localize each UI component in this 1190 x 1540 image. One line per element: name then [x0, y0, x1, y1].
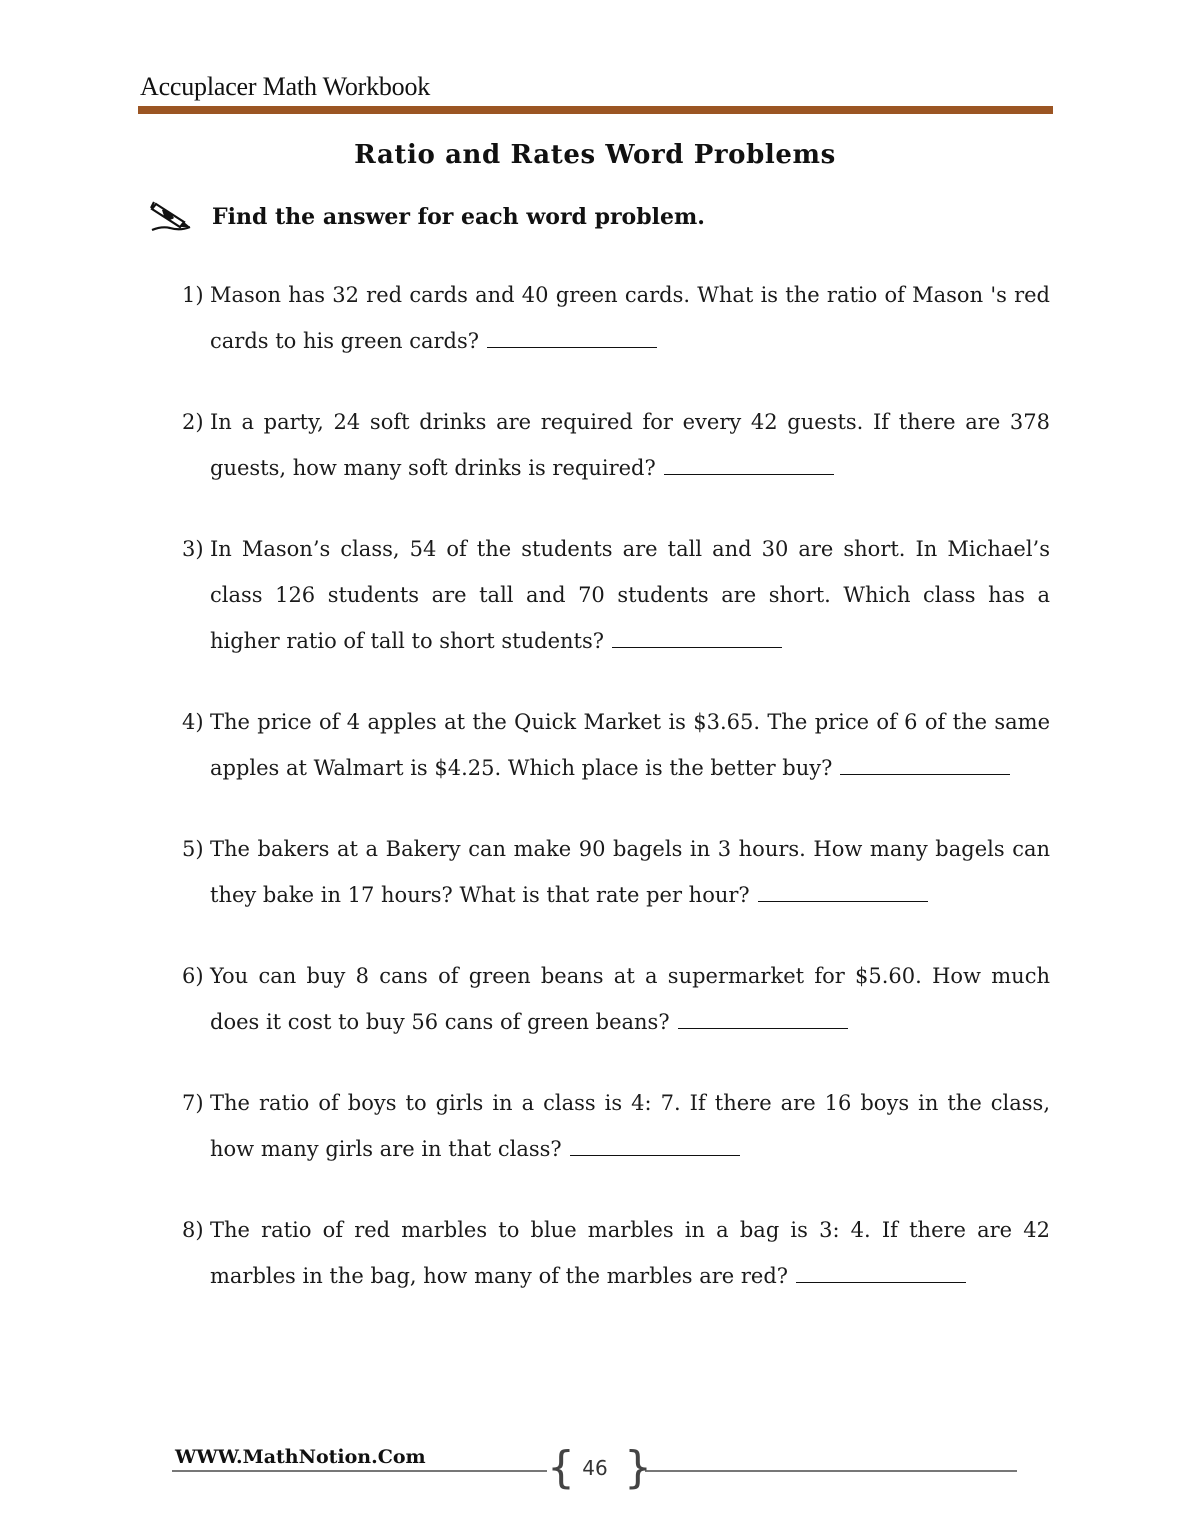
- problem-text: The price of 4 apples at the Quick Market is $3.65. The price of 6 of the same apples at Walmart is $4.25. Which place is the better buy?: [210, 710, 1050, 780]
- problem-number: 7): [182, 1091, 204, 1115]
- problem-item: [182, 826, 1050, 918]
- problem-item: [182, 1207, 1050, 1299]
- answer-blank[interactable]: [612, 631, 782, 648]
- problem-text: You can buy 8 cans of green beans at a supermarket for $5.60. How much does it cost to buy 56 cans of green beans?: [210, 964, 1050, 1034]
- problem-number: 4): [182, 710, 204, 734]
- answer-blank[interactable]: [570, 1139, 740, 1156]
- problem-number: 3): [182, 537, 204, 561]
- answer-blank[interactable]: [840, 758, 1010, 775]
- problem-item: [182, 953, 1050, 1045]
- answer-blank[interactable]: [758, 885, 928, 902]
- problem-number: 5): [182, 837, 204, 861]
- problem-number: 1): [182, 283, 204, 307]
- pencil-writing-icon: [148, 200, 194, 234]
- problem-text: The ratio of boys to girls in a class is 4: 7. If there are 16 boys in the class, how many girls are in that class?: [210, 1091, 1050, 1161]
- header-divider: [138, 106, 1053, 114]
- instruction-text: Find the answer for each word problem.: [212, 204, 705, 230]
- problem-item: [182, 399, 1050, 491]
- problem-number: 6): [182, 964, 204, 988]
- instruction: [148, 200, 705, 234]
- problem-text: In a party, 24 soft drinks are required for every 42 guests. If there are 378 guests, how many soft drinks is required?: [210, 410, 1050, 480]
- workbook-title: Accuplacer Math Workbook: [140, 72, 431, 101]
- page-title: Ratio and Rates Word Problems: [354, 140, 836, 170]
- problem-number: 2): [182, 410, 204, 434]
- problem-text: The bakers at a Bakery can make 90 bagels in 3 hours. How many bagels can they bake in 17 hours? What is that rate per hour?: [210, 837, 1050, 907]
- problem-number: 8): [182, 1218, 204, 1242]
- footer-divider-right: [645, 1470, 1017, 1472]
- problem-text: Mason has 32 red cards and 40 green cards. What is the ratio of Mason 's red cards to his green cards?: [210, 283, 1050, 353]
- answer-blank[interactable]: [664, 458, 834, 475]
- problem-list: [182, 272, 1050, 1334]
- problem-item: [182, 1080, 1050, 1172]
- footer-website: WWW.MathNotion.Com: [175, 1446, 426, 1468]
- problem-item: [182, 699, 1050, 791]
- footer-divider-left: [172, 1470, 547, 1472]
- answer-blank[interactable]: [678, 1012, 848, 1029]
- problem-item: [182, 272, 1050, 364]
- problem-item: [182, 526, 1050, 664]
- problem-text: In Mason’s class, 54 of the students are tall and 30 are short. In Michael’s class 126 students are tall and 70 students are short. Which class has a higher ratio of tall to short students?: [210, 537, 1050, 653]
- page-number: 46: [582, 1456, 608, 1480]
- answer-blank[interactable]: [487, 331, 657, 348]
- problem-text: The ratio of red marbles to blue marbles in a bag is 3: 4. If there are 42 marbles in the bag, how many of the marbles are red?: [210, 1218, 1050, 1288]
- footer-right-brace: }: [624, 1442, 652, 1493]
- footer-left-brace: {: [547, 1442, 575, 1493]
- answer-blank[interactable]: [796, 1266, 966, 1283]
